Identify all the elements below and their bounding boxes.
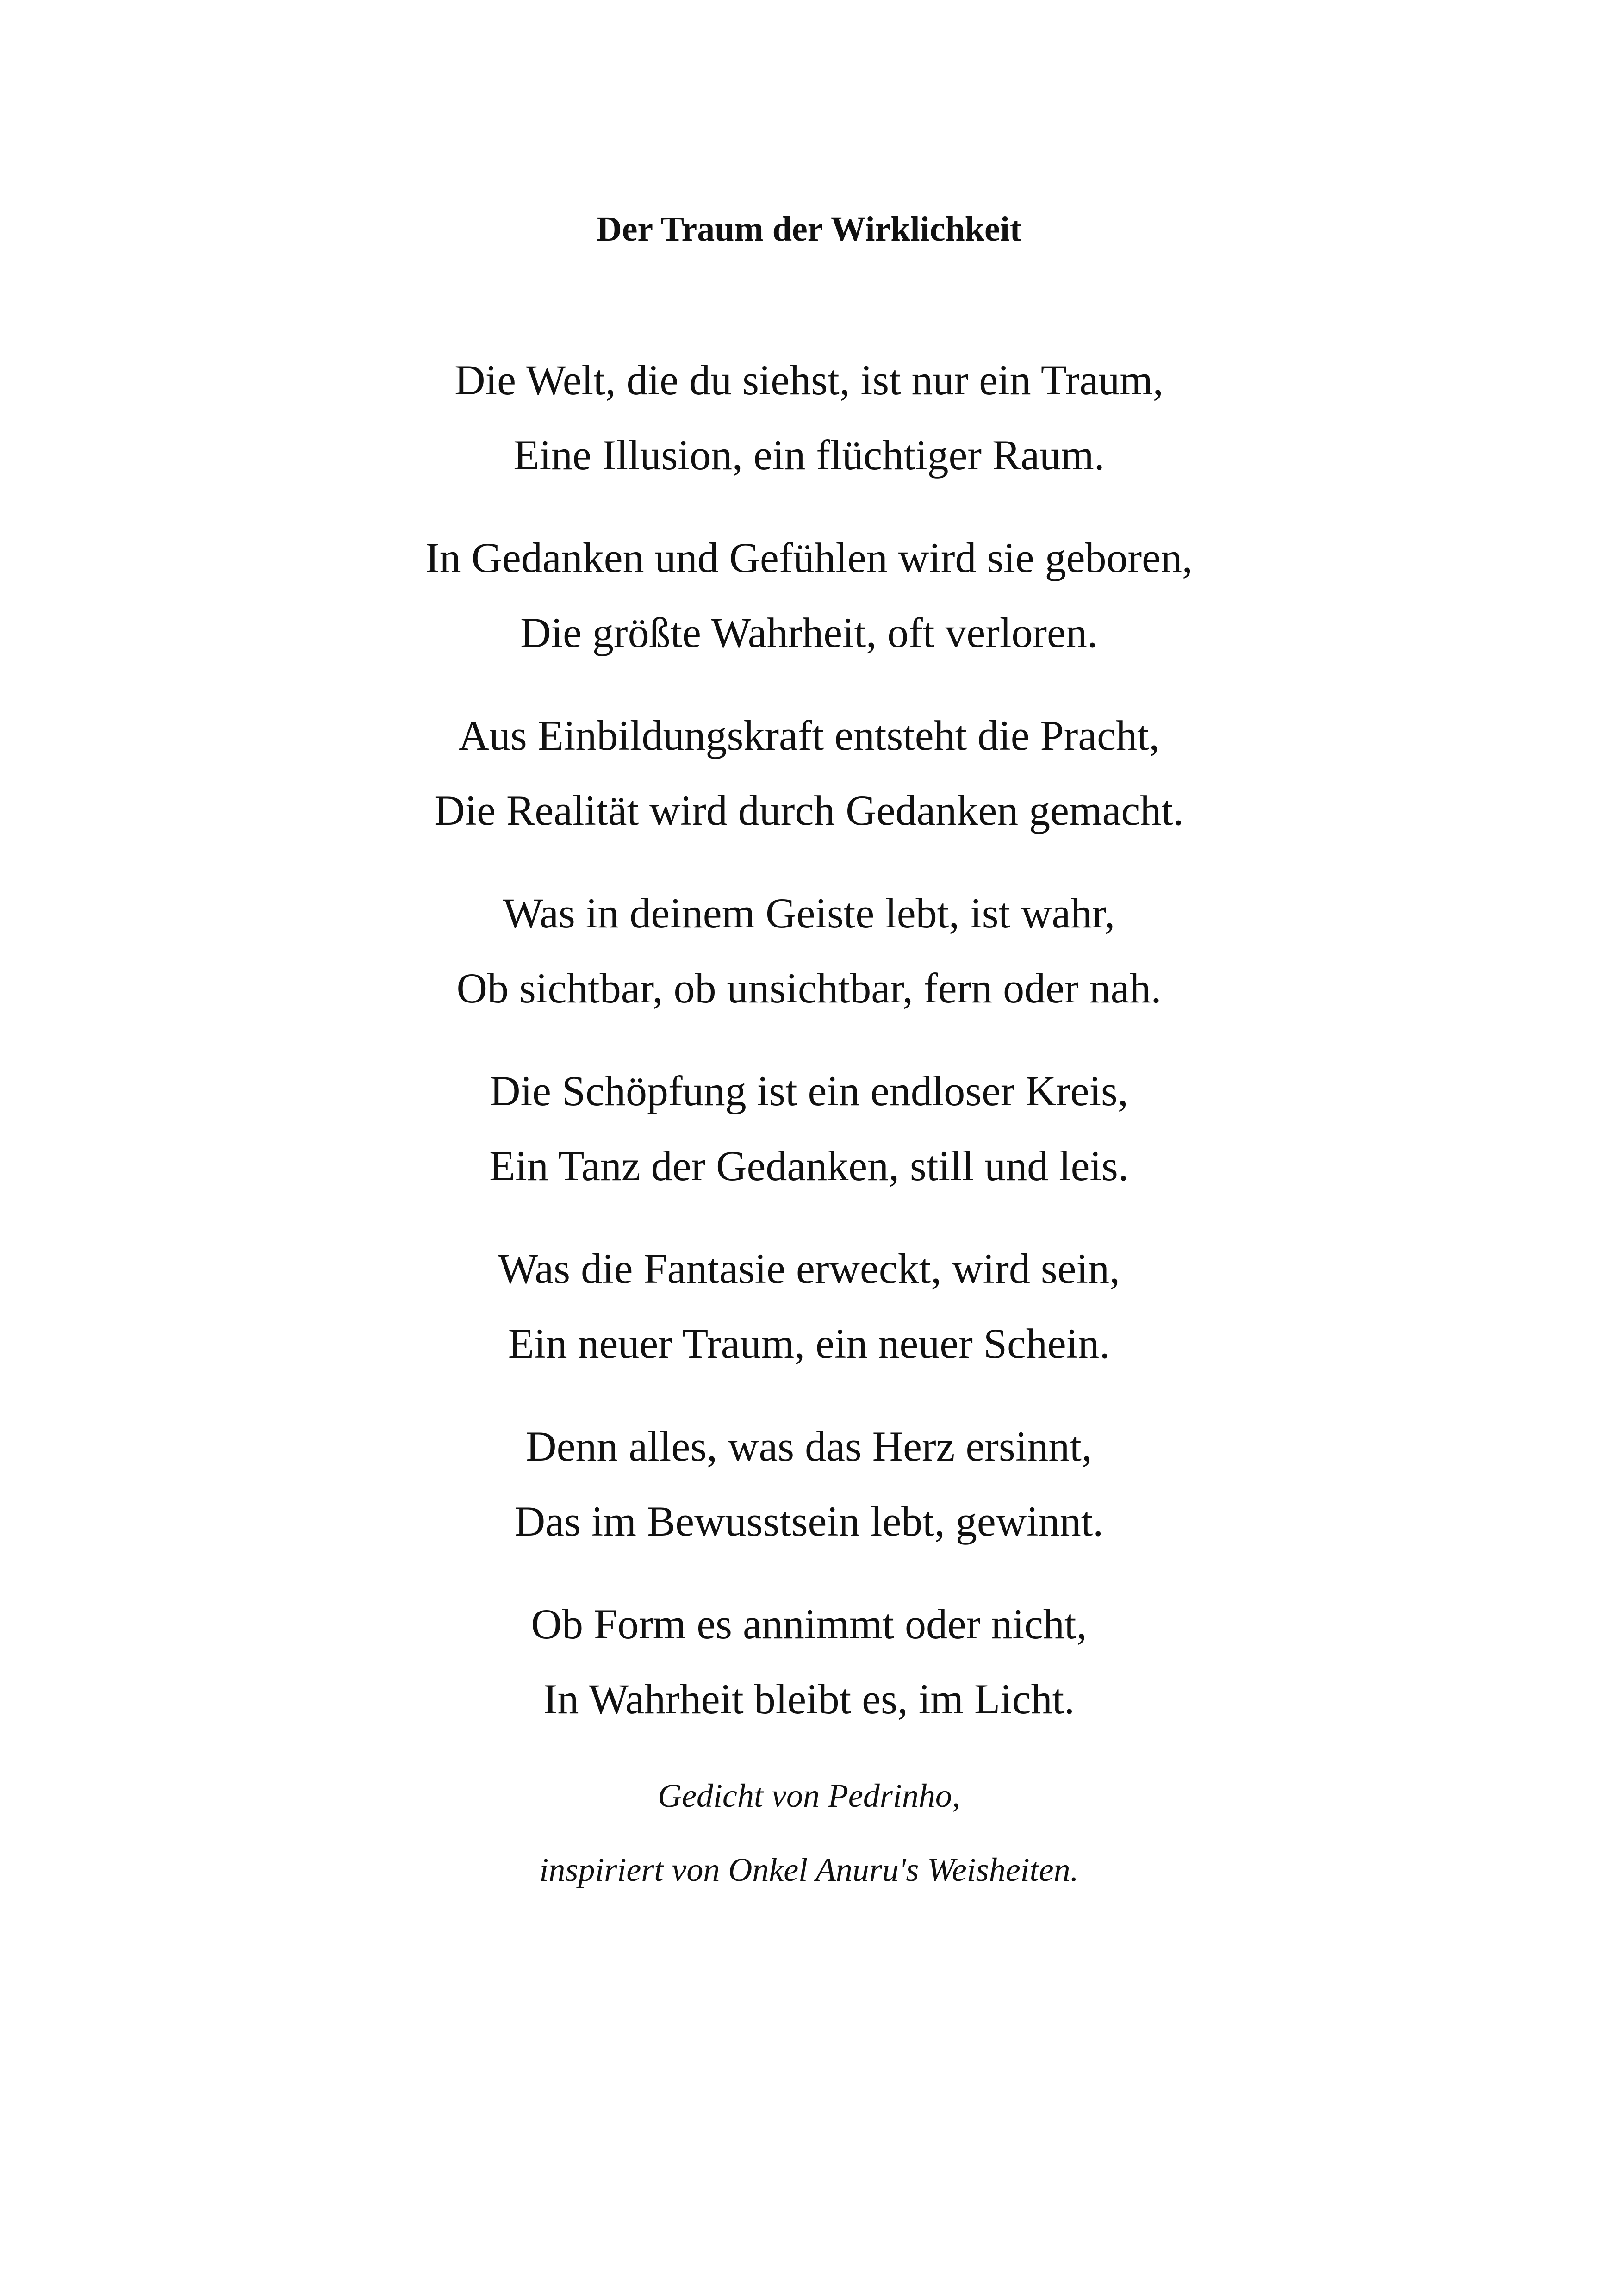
poem-title: Der Traum der Wirklichkeit (596, 210, 1022, 249)
inspiration-credit: inspiriert von Onkel Anuru's Weisheiten. (539, 1851, 1079, 1888)
stanza (0, 342, 1618, 492)
stanza (0, 520, 1618, 670)
poem-line: Die größte Wahrheit, oft verloren. (520, 609, 1098, 656)
stanza (0, 876, 1618, 1026)
poem-line: Aus Einbildungskraft entsteht die Pracht, (458, 712, 1160, 759)
poem-line: Die Realität wird durch Gedanken gemacht. (434, 787, 1184, 834)
stanza (0, 1409, 1618, 1559)
author-credit: Gedicht von Pedrinho, (658, 1777, 960, 1814)
poem-line: Was in deinem Geiste lebt, ist wahr, (503, 890, 1115, 937)
poem-line: In Wahrheit bleibt es, im Licht. (543, 1675, 1075, 1723)
poem-line: Was die Fantasie erweckt, wird sein, (498, 1245, 1120, 1292)
poem-body (0, 342, 1618, 1764)
poem-line: Die Schöpfung ist ein endloser Kreis, (490, 1067, 1128, 1114)
poem-line: Ein Tanz der Gedanken, still und leis. (489, 1142, 1129, 1189)
poem-line: Ob sichtbar, ob unsichtbar, fern oder nah. (456, 964, 1162, 1012)
poem-credits (0, 1759, 1618, 1907)
poem-line: Die Welt, die du siehst, ist nur ein Traum, (454, 356, 1164, 404)
poem-line: Ein neuer Traum, ein neuer Schein. (508, 1320, 1110, 1367)
stanza (0, 1231, 1618, 1381)
poem-line: Ob Form es annimmt oder nicht, (531, 1600, 1087, 1648)
stanza (0, 1587, 1618, 1736)
stanza (0, 698, 1618, 848)
poem-line: Eine Illusion, ein flüchtiger Raum. (513, 431, 1105, 479)
poem-line: Denn alles, was das Herz ersinnt, (526, 1423, 1092, 1470)
poem-line: In Gedanken und Gefühlen wird sie geboren, (425, 534, 1193, 581)
poem-line: Das im Bewusstsein lebt, gewinnt. (514, 1498, 1104, 1545)
stanza (0, 1053, 1618, 1203)
